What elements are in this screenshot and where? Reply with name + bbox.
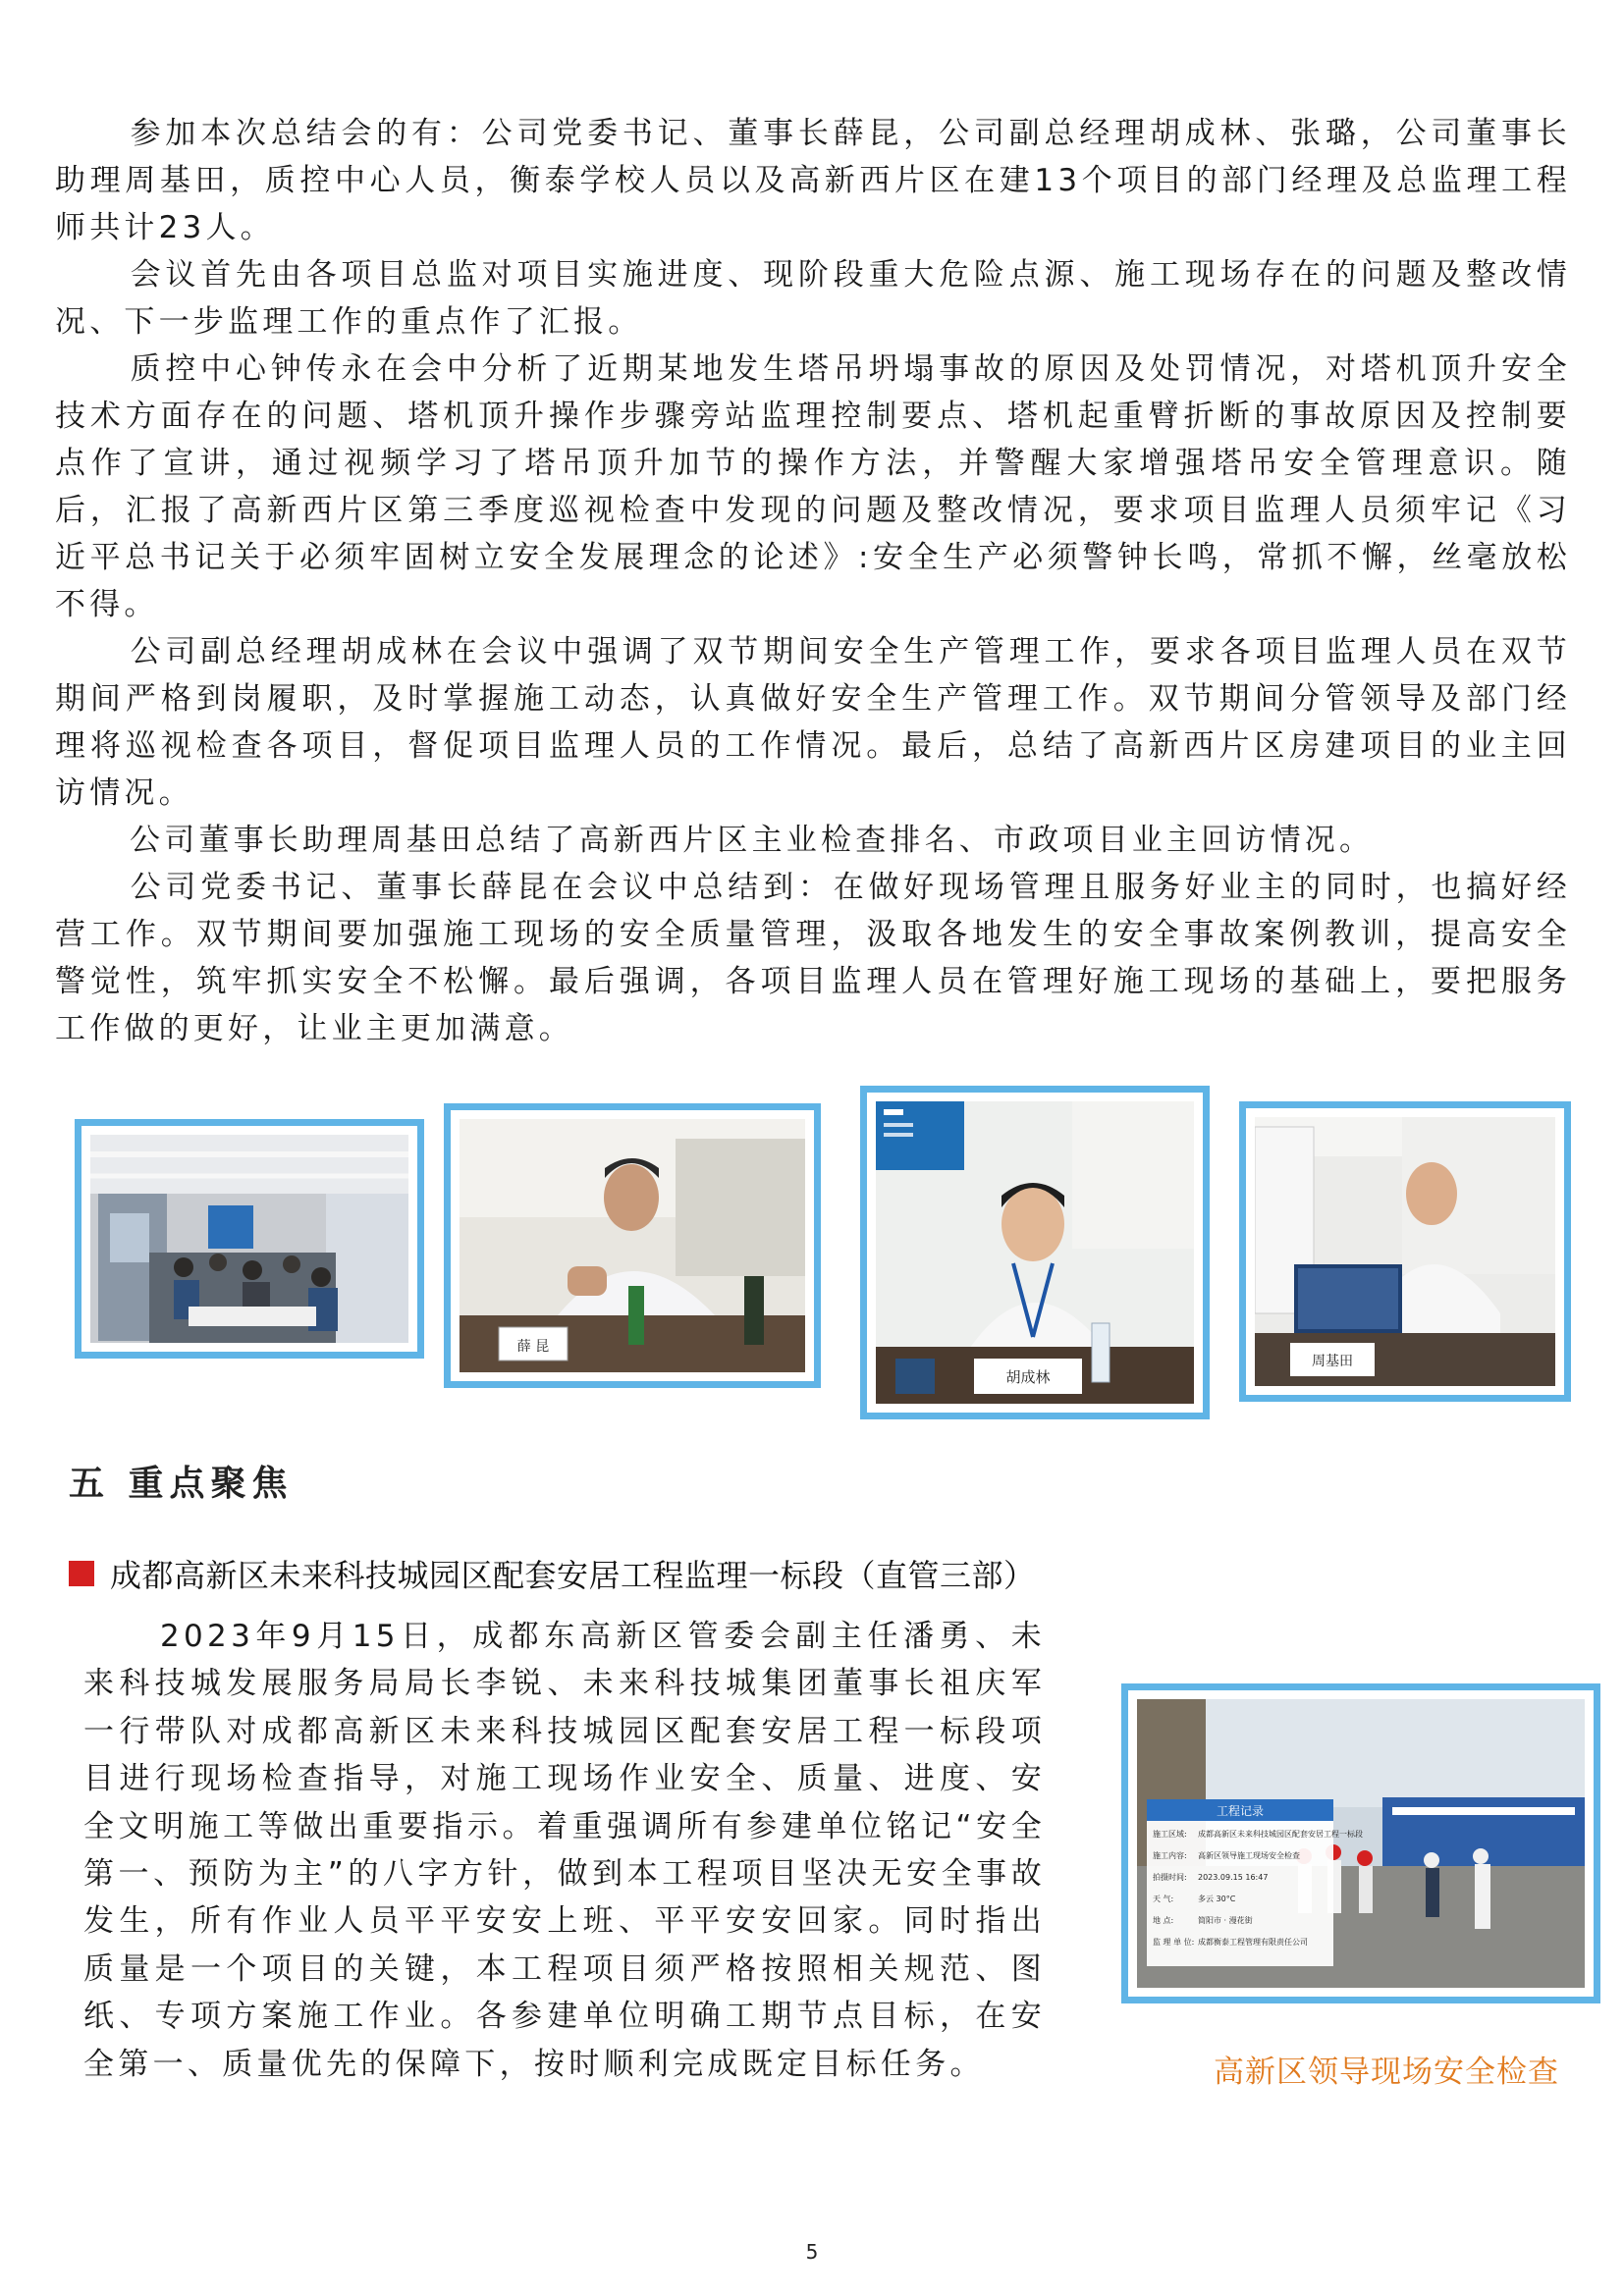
- speaker-zhou-image: [1255, 1117, 1555, 1386]
- photo-zhou-jitian: [1239, 1101, 1571, 1402]
- record-value: 多云 30°C: [1198, 1895, 1236, 1903]
- nameplate-hu: 胡成林: [1005, 1368, 1051, 1386]
- record-value: 高新区领导施工现场安全检查: [1198, 1851, 1300, 1860]
- red-square-marker: [69, 1561, 94, 1586]
- record-key: 地 点:: [1153, 1916, 1174, 1925]
- speaker-hu-image: [876, 1101, 1194, 1404]
- paragraph-quality-center: 质控中心钟传永在会中分析了近期某地发生塔吊坍塌事故的原因及处罚情况，对塔机顶升安全技术方面存在的问题、塔机顶升操作步骤旁站监理控制要点、塔机起重臂折断的事故原因及控制要点作了宣讲，通过视频学习了塔吊顶升加节的操作方法，并警醒大家增强塔吊安全管理意识。随后，汇报了高新西片区第三季度巡视检查中发现的问题及整改情况，要求项目监理人员须牢记《习近平总书记关于必须牢固树立安全发展理念的论述》:安全生产必须警钟长鸣，常抓不懈，丝毫放松不得。: [55, 351, 1571, 622]
- meeting-room-image: [90, 1135, 408, 1343]
- section-subheading: [69, 1551, 1036, 1596]
- paragraph-assistant: 公司董事长助理周基田总结了高新西片区主业检查排名、市政项目业主回访情况。: [130, 823, 1375, 858]
- photo-meeting-room: [75, 1119, 424, 1359]
- record-value: 2023.09.15 16:47: [1198, 1873, 1269, 1882]
- speaker-xue-image: [460, 1119, 805, 1372]
- nameplate-zhou: 周基田: [1312, 1354, 1353, 1369]
- record-value: 成都高新区未来科技城园区配套安居工程一标段: [1198, 1830, 1363, 1839]
- photo-hu-chenglin: [860, 1086, 1210, 1419]
- subheading-text: 成都高新区未来科技城园区配套安居工程监理一标段（直管三部）: [110, 1557, 1036, 1594]
- paragraph-deputy-gm: 公司副总经理胡成林在会议中强调了双节期间安全生产管理工作，要求各项目监理人员在双节期间严格到岗履职，及时掌握施工动态，认真做好安全生产管理工作。双节期间分管领导及部门经理将巡视检查各项目，督促项目监理人员的工作情况。最后，总结了高新西片区房建项目的业主回访情况。: [55, 634, 1571, 811]
- record-key: 天 气:: [1153, 1895, 1174, 1903]
- inspection-paragraph: 2023年9月15日，成都东高新区管委会副主任潘勇、未来科技城发展服务局局长李锐、未来科技城集团董事长祖庆军一行带队对成都高新区未来科技城园区配套安居工程一标段项目进行现场检查指导，对施工现场作业安全、质量、进度、安全文明施工等做出重要指示。着重强调所有参建单位铭记“安全第一、预防为主”的八字方针，做到本工程项目坚决无安全事故发生，所有作业人员平平安安上班、平平安安回家。同时指出质量是一个项目的关键，本工程项目须严格按照相关规范、图纸、专项方案施工作业。各参建单位明确工期节点目标，在安全第一、质量优先的保障下，按时顺利完成既定目标任务。: [83, 1619, 1046, 2082]
- site-inspection-image: [1137, 1699, 1585, 1988]
- record-key: 拍摄时间:: [1153, 1873, 1187, 1882]
- record-key: 施工区域:: [1153, 1830, 1187, 1839]
- photo-site-inspection: [1121, 1683, 1600, 2003]
- record-key: 监 理 单 位:: [1153, 1938, 1195, 1947]
- photo-caption: 高新区领导现场安全检查: [1214, 2055, 1559, 2090]
- photo-xue-kun: [444, 1103, 821, 1388]
- page-number: 5: [805, 2240, 819, 2264]
- record-value: 成都衡泰工程管理有限责任公司: [1198, 1938, 1308, 1947]
- record-value: 简阳市 · 漫花街: [1198, 1916, 1253, 1925]
- paragraph-chairman: 公司党委书记、董事长薛昆在会议中总结到：在做好现场管理且服务好业主的同时，也搞好经营工作。双节期间要加强施工现场的安全质量管理，汲取各地发生的安全事故案例教训，提高安全警觉性，筑牢抓实安全不松懈。最后强调，各项目监理人员在管理好施工现场的基础上，要把服务工作做的更好，让业主更加满意。: [55, 870, 1571, 1046]
- record-key: 施工内容:: [1153, 1851, 1187, 1860]
- paragraph-attendees: 参加本次总结会的有：公司党委书记、董事长薛昆，公司副总经理胡成林、张璐，公司董事长助理周基田，质控中心人员，衡泰学校人员以及高新西片区在建13个项目的部门经理及总监理工程师共计23人。: [55, 116, 1571, 245]
- record-title: 工程记录: [1216, 1804, 1265, 1818]
- nameplate-xue: 薛 昆: [516, 1339, 550, 1355]
- paragraph-reports: 会议首先由各项目总监对项目实施进度、现阶段重大危险点源、施工现场存在的问题及整改情况、下一步监理工作的重点作了汇报。: [55, 257, 1571, 340]
- section-heading: 五 重点聚焦: [69, 1464, 294, 1504]
